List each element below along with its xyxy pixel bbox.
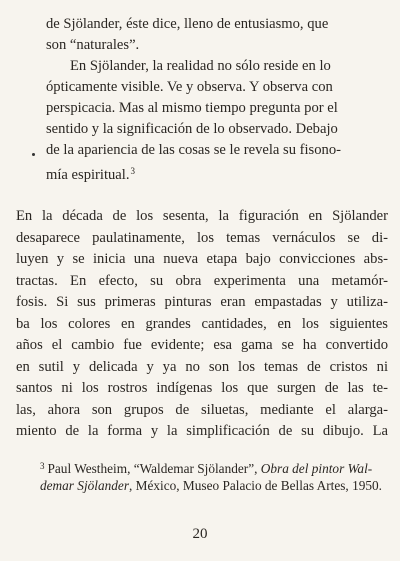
paragraph-line: tractas. En efecto, su obra experimenta una metamór-	[16, 272, 388, 289]
footnote-text: Paul Westheim, “Waldemar Sjölander”,	[47, 461, 261, 476]
paragraph-line: desaparece paulatinamente, los temas vernáculos se di-	[16, 229, 388, 246]
footnote-work-title-cont: demar Sjölander	[40, 478, 130, 493]
paragraph-line: miento de la forma y la simplificación de su dibujo. La	[16, 423, 388, 439]
footnote-number: 3	[40, 461, 45, 471]
footnote	[40, 456, 382, 496]
paragraph-line: fosis. Si sus primeras pinturas eran empastadas y utiliza-	[16, 294, 388, 310]
footnote-text-cont: , México, Museo Palacio de Bellas Artes, 1950.	[129, 478, 382, 493]
quote-line-text: mía espiritual.	[46, 167, 130, 183]
paragraph-line: luyen y se inicia una nueva etapa bajo convicciones abs-	[16, 251, 388, 267]
margin-speck	[32, 153, 35, 156]
footnote-line	[40, 456, 373, 476]
footnote-line	[40, 476, 382, 496]
quote-line: de la apariencia de las cosas se le revela su fisono-	[46, 142, 341, 158]
quote-line: sentido y la significación de lo observado. Debajo	[46, 121, 338, 137]
paragraph-line: las, ahora son grupos de siluetas, mediante el alarga-	[16, 401, 388, 418]
quote-line: son “naturales”.	[46, 37, 140, 53]
quote-line: ópticamente visible. Ve y observa. Y observa con	[46, 79, 333, 95]
paragraph-line: años el cambio fue evidente; esa gama se ha convertido	[16, 337, 388, 353]
quote-line: de Sjölander, éste dice, lleno de entusiasmo, que	[46, 16, 329, 32]
page-number: 20	[192, 526, 208, 542]
paragraph-line: ba los colores en grandes cantidades, en los siguientes	[16, 315, 388, 332]
footnote-reference[interactable]: 3	[130, 166, 135, 176]
paragraph-line: En la década de los sesenta, la figuración en Sjölander	[16, 208, 388, 224]
paragraph-line: en sutil y delicada y ya no son los temas de cristos ni	[16, 358, 388, 375]
body-paragraph	[16, 206, 388, 443]
footnote-work-title: Obra del pintor Wal-	[260, 461, 373, 476]
quote-line: perspicacia. Mas al mismo tiempo pregunta por el	[46, 100, 338, 116]
block-quote	[46, 14, 386, 182]
paragraph-line: santos ni los rostros indígenas los que surgen de las te-	[16, 380, 388, 396]
quote-line: En Sjölander, la realidad no sólo reside en lo	[70, 58, 331, 74]
quote-line-last	[46, 161, 386, 182]
